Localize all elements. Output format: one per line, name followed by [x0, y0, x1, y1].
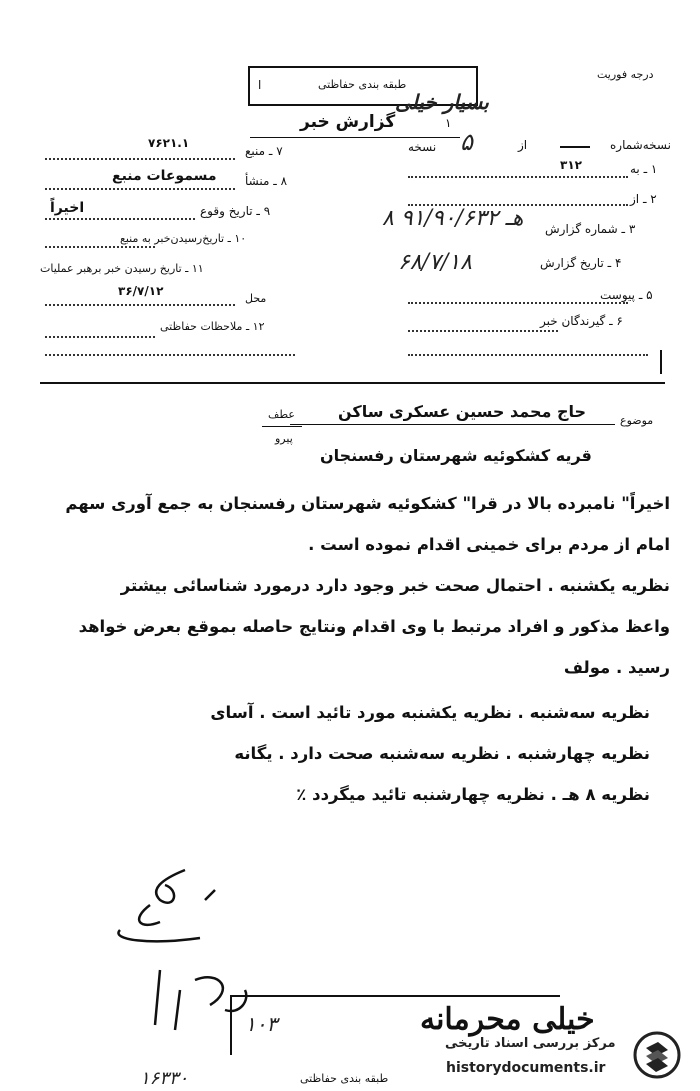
- security-notes-label: ۱۲ ـ ملاحظات حفاظتی: [160, 320, 265, 333]
- copy-label: نسخه: [408, 140, 437, 154]
- recipients-label: ۶ ـ گیرندگان خبر: [540, 314, 623, 328]
- classification-mark: ا: [258, 78, 262, 92]
- origin-label: ۸ ـ منشأ: [245, 174, 288, 188]
- signature-upper: [90, 860, 230, 950]
- body-line-4: واعظ مذکور و افراد مرتبط با وی اقدام ونتایج حاصله بموقع بعرض خواهد: [78, 617, 670, 636]
- occurrence-value: اخیراً: [50, 200, 85, 216]
- urgency-label: درجه فوریت: [597, 68, 654, 81]
- from-label: ۲ ـ از: [630, 192, 657, 206]
- body-line-6: نظریه سه‌شنبه . نظریه یکشنبه مورد تائید است . آسای: [210, 703, 650, 722]
- report-date-value: ۶۸/۷/۱۸: [398, 250, 472, 275]
- header-rule: [248, 66, 478, 68]
- copy-number-label: نسخه‌شماره: [610, 138, 671, 152]
- stamp-scribble: ۱۰۳: [245, 1012, 278, 1036]
- body-line-3: نظریه یکشنبه . احتمال صحت خبر وجود دارد درمورد شناسائی بیشتر: [120, 576, 670, 595]
- stamp-box-top: [230, 995, 560, 997]
- body-line-8: نظریه ۸ هـ . نظریه چهارشنبه تائید میگردد ٪: [296, 785, 650, 804]
- security-notes-line: [45, 336, 155, 338]
- attachment-line: [408, 302, 628, 304]
- reference-atf: عطف: [268, 408, 295, 421]
- reach-ops-label: ۱۱ ـ تاریخ رسیدن خبر برهبر عملیات: [40, 262, 204, 275]
- report-number-label: ۳ ـ شماره گزارش: [545, 222, 636, 236]
- stamp-box-left: [230, 995, 232, 1055]
- subject-label: موضوع: [620, 414, 654, 427]
- report-number-value: ۸ هـ ۹۱/۹۰/۶۳۲: [382, 206, 524, 231]
- subject-line-2: قریه کشکوئیه شهرستان رفسنجان: [320, 446, 592, 465]
- place-value: ۳۶/۷/۱۲: [118, 284, 164, 298]
- watermark-logo-icon: [632, 1030, 682, 1080]
- reference-peyro: پیرو: [275, 432, 293, 445]
- signature-lower: [140, 960, 260, 1040]
- recipients-line: [408, 330, 558, 332]
- body-line-5: رسید . مولف: [563, 658, 670, 677]
- copy-from-label: از: [518, 138, 528, 152]
- footer-classification-label: طبقه بندی حفاظتی: [300, 1072, 389, 1085]
- corner-mark: [660, 350, 662, 374]
- reference-divider: [262, 426, 302, 427]
- reach-source-label: ۱۰ ـ تاریخ‌رسیدن‌خبر به منبع: [120, 232, 247, 245]
- title-underline: [250, 137, 460, 138]
- source-value: ۷۶۲۱.۱: [148, 136, 190, 150]
- classification-label: طبقه بندی حفاظتی: [318, 78, 407, 91]
- to-value: ۳۱۲: [560, 158, 582, 172]
- to-label: ۱ ـ به: [630, 162, 658, 176]
- report-date-label: ۴ ـ تاریخ گزارش: [540, 256, 622, 270]
- occurrence-value-line: [45, 218, 195, 220]
- left-extra-line: [45, 354, 295, 356]
- subject-underline: [290, 424, 615, 425]
- copy-strike: [560, 146, 590, 148]
- form-separator: [40, 382, 665, 384]
- title-handwritten: بسیار خیلی: [395, 90, 489, 114]
- origin-value-line: [45, 188, 235, 190]
- copy-value: ۱: [445, 116, 452, 130]
- source-label: ۷ ـ منبع: [245, 144, 283, 158]
- right-extra-line: [408, 354, 648, 356]
- bottom-number: ۱۶۳۳۰: [140, 1068, 189, 1089]
- source-value-line: [45, 158, 235, 160]
- watermark-url: historydocuments.ir: [446, 1060, 606, 1076]
- place-value-line: [45, 304, 235, 306]
- confidential-stamp: خیلی محرمانه: [420, 1002, 595, 1037]
- reach-source-line: [45, 246, 155, 248]
- page-title: گزارش خبر: [300, 112, 396, 132]
- subject-line-1: حاج محمد حسین عسکری ساکن: [338, 402, 587, 421]
- body-line-2: امام از مردم برای خمینی اقدام نموده است .: [308, 535, 670, 554]
- watermark-title: مرکز بررسی اسناد تاریخی: [445, 1036, 616, 1051]
- body-line-1: اخیراً" نامبرده بالا در قرا" کشکوئیه شهرستان رفسنجان به جمع آوری سهم: [65, 494, 670, 513]
- occurrence-label: ۹ ـ تاریخ وقوع: [200, 204, 271, 218]
- to-value-line: [408, 176, 628, 178]
- copy-number-handwritten: ۵: [460, 128, 473, 156]
- place-label: محل: [245, 292, 267, 305]
- header-rule-left: [248, 66, 250, 106]
- attachment-label: ۵ ـ پیوست: [600, 288, 653, 302]
- body-line-7: نظریه چهارشنبه . نظریه سه‌شنبه صحت دارد . یگانه: [234, 744, 650, 763]
- origin-value: مسموعات منبع: [112, 168, 217, 184]
